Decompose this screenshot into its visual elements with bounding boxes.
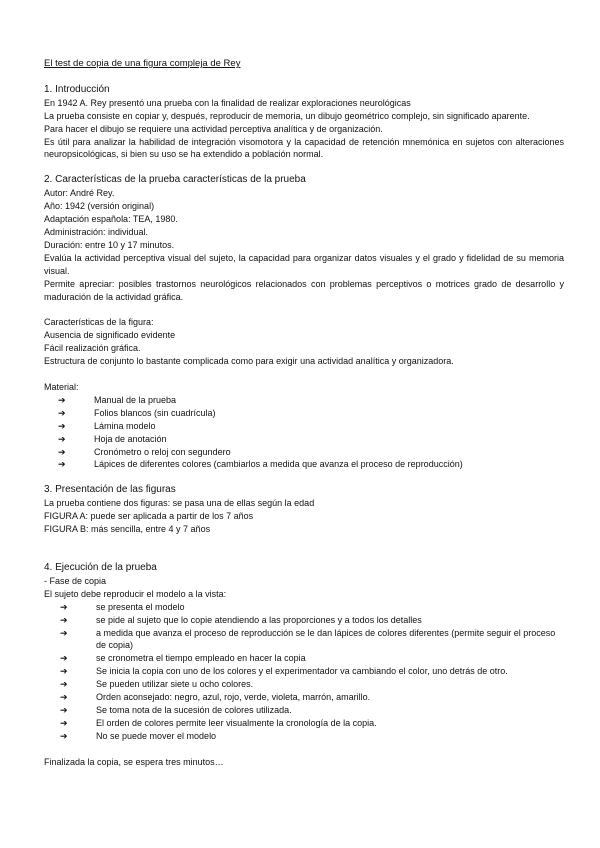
- arrow-icon: ➔: [60, 704, 68, 715]
- list-item: ➔ Lápices de diferentes colores (cambiarlos a medida que avanza el proceso de reproducción): [58, 459, 463, 470]
- section-3-heading: 3. Presentación de las figuras: [44, 484, 176, 496]
- arrow-icon: ➔: [60, 653, 68, 664]
- s2-line: Duración: entre 10 y 17 minutos.: [44, 239, 175, 250]
- section-2-heading: 2. Características de la prueba características de la prueba: [44, 174, 306, 186]
- document-title: El test de copia de una figura compleja de Rey: [44, 58, 241, 69]
- s2-line: Autor: André Rey.: [44, 188, 115, 199]
- list-item: ➔ Se pueden utilizar siete u ocho colores.: [60, 679, 254, 690]
- arrow-icon: ➔: [60, 679, 68, 690]
- closing-line: Finalizada la copia, se espera tres minutos…: [44, 756, 224, 767]
- section-4-heading: 4. Ejecución de la prueba: [44, 562, 157, 573]
- s2-line: Evalúa la actividad perceptiva visual del sujeto, la capacidad para organizar datos visuales y el grado y fidelidad de su memoria visual.: [44, 252, 564, 276]
- s1-line: La prueba consiste en copiar y, después, reproducir de memoria, un dibujo geométrico complejo, sin significado aparente.: [44, 110, 530, 121]
- list-item: ➔ se pide al sujeto que lo copie atendiendo a las proporciones y a todos los detalles: [60, 614, 422, 625]
- arrow-icon: ➔: [58, 394, 66, 405]
- s3-line: FIGURA B: más sencilla, entre 4 y 7 años: [44, 524, 211, 535]
- arrow-icon: ➔: [60, 717, 68, 728]
- list-item: ➔ Lámina modelo: [58, 420, 156, 431]
- material-list: [44, 394, 564, 471]
- figure-characteristics-line: Estructura de conjunto lo bastante complicada como para exigir una actividad analítica y organizadora.: [44, 356, 454, 367]
- list-item: ➔ Orden aconsejado: negro, azul, rojo, verde, violeta, marrón, amarillo.: [60, 692, 371, 703]
- section-1-heading: 1. Introducción: [44, 83, 110, 95]
- arrow-icon: ➔: [60, 614, 68, 625]
- list-item: ➔ Manual de la prueba: [58, 394, 177, 405]
- document-page: [44, 58, 564, 769]
- figure-characteristics-line: Ausencia de significado evidente: [44, 330, 176, 341]
- arrow-icon: ➔: [58, 407, 66, 418]
- procedure-list: [44, 601, 564, 743]
- s2-line: Permite apreciar: posibles trastornos neurológicos relacionados con problemas perceptivos o motrices grado de desarrollo y maduración de la actividad gráfica.: [44, 278, 564, 302]
- s1-line: Para hacer el dibujo se requiere una actividad perceptiva analítica y de organización.: [44, 123, 383, 134]
- list-item: ➔ El orden de colores permite leer visualmente la cronología de la copia.: [60, 717, 377, 728]
- list-item: ➔ Se inicia la copia con uno de los colores y el experimentador va cambiando el color, uno detrás de otro.: [60, 666, 508, 677]
- s3-line: La prueba contiene dos figuras: se pasa una de ellas según la edad: [44, 498, 315, 509]
- s1-line: Es útil para analizar la habilidad de integración visomotora y la capacidad de retención mnemónica en sujetos con alteraciones neuropsicológicas, si bien su uso se ha extendido a población normal.: [44, 136, 564, 160]
- s4-intro: El sujeto debe reproducir el modelo a la vista:: [44, 588, 227, 599]
- arrow-icon: ➔: [60, 730, 68, 741]
- arrow-icon: ➔: [58, 446, 66, 457]
- s2-line: Adaptación española: TEA, 1980.: [44, 214, 178, 225]
- figure-characteristics-line: Fácil realización gráfica.: [44, 343, 141, 354]
- s1-line: En 1942 A. Rey presentó una prueba con la finalidad de realizar exploraciones neurológicas: [44, 97, 411, 108]
- arrow-icon: ➔: [58, 433, 66, 444]
- s2-line: Año: 1942 (versión original): [44, 201, 155, 212]
- arrow-icon: ➔: [58, 420, 66, 431]
- list-item: ➔ Cronómetro o reloj con segundero: [58, 446, 231, 457]
- list-item: ➔ Hoja de anotación: [58, 433, 167, 444]
- arrow-icon: ➔: [60, 666, 68, 677]
- s3-line: FIGURA A: puede ser aplicada a partir de los 7 años: [44, 511, 254, 522]
- list-item: ➔ se presenta el modelo: [60, 601, 185, 612]
- arrow-icon: ➔: [60, 692, 68, 703]
- arrow-icon: ➔: [58, 459, 66, 470]
- material-label: Material:: [44, 382, 79, 393]
- figure-characteristics-line: Características de la figura:: [44, 317, 154, 328]
- phase-label: - Fase de copia: [44, 575, 107, 586]
- list-item: ➔ No se puede mover el modelo: [60, 730, 217, 741]
- arrow-icon: ➔: [60, 601, 68, 612]
- s2-line: Administración: individual.: [44, 226, 149, 237]
- list-item: ➔ se cronometra el tiempo empleado en hacer la copia: [60, 653, 306, 664]
- list-item: ➔ a medida que avanza el proceso de reproducción se le dan lápices de colores diferentes (permite seguir el proceso de copia): [60, 627, 556, 651]
- arrow-icon: ➔: [60, 627, 68, 638]
- list-item: ➔ Se toma nota de la sucesión de colores utilizada.: [60, 704, 292, 715]
- list-item: ➔ Folios blancos (sin cuadrícula): [58, 407, 216, 418]
